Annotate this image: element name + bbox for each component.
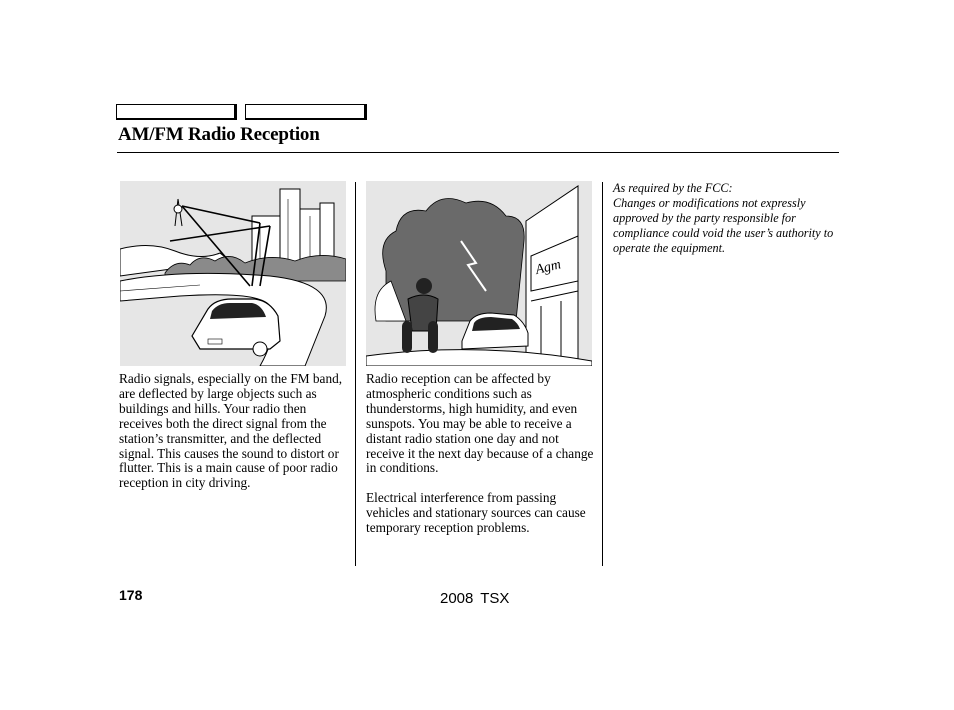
page-number: 178 [119,587,143,603]
fcc-note [613,181,841,256]
nav-button-table-of-contents[interactable] [245,104,367,120]
svg-text:Agm: Agm [533,257,563,279]
illustration-signal-deflection [120,181,346,366]
column-divider-2 [602,182,603,566]
interference-paragraph: Electrical interference from passing vehicles and stationary sources can cause temporary reception problems. [366,490,586,536]
fcc-note-heading: As required by the FCC: [613,181,733,195]
fcc-note-body: Changes or modifications not expressly approved by the party responsible for compliance could void the user’s authority to operate the equipment. [613,195,834,255]
column-divider-1 [355,182,356,566]
illustration-atmospheric-interference [366,181,592,366]
footer-model: 2008 TSX [440,590,510,607]
column-2-text [366,372,598,551]
title-divider [117,152,839,153]
nav-button-main-menu[interactable] [116,104,237,120]
atmospheric-paragraph: Radio reception can be affected by atmospheric conditions such as thunderstorms, high humidity, and even sunspots. You may be able to receive a distant radio station one day and not receive it the next day because of a change in conditions. [366,371,594,476]
reception-paragraph: Radio signals, especially on the FM band, are deflected by large objects such as buildings and hills. Your radio then receives both the direct signal from the station’s transmitter, and the deflected signal. This causes the sound to distort or flutter. This is a main cause of poor radio reception in city driving. [119,371,343,491]
column-1-text [119,372,351,506]
page-title: AM/FM Radio Reception [118,124,320,145]
